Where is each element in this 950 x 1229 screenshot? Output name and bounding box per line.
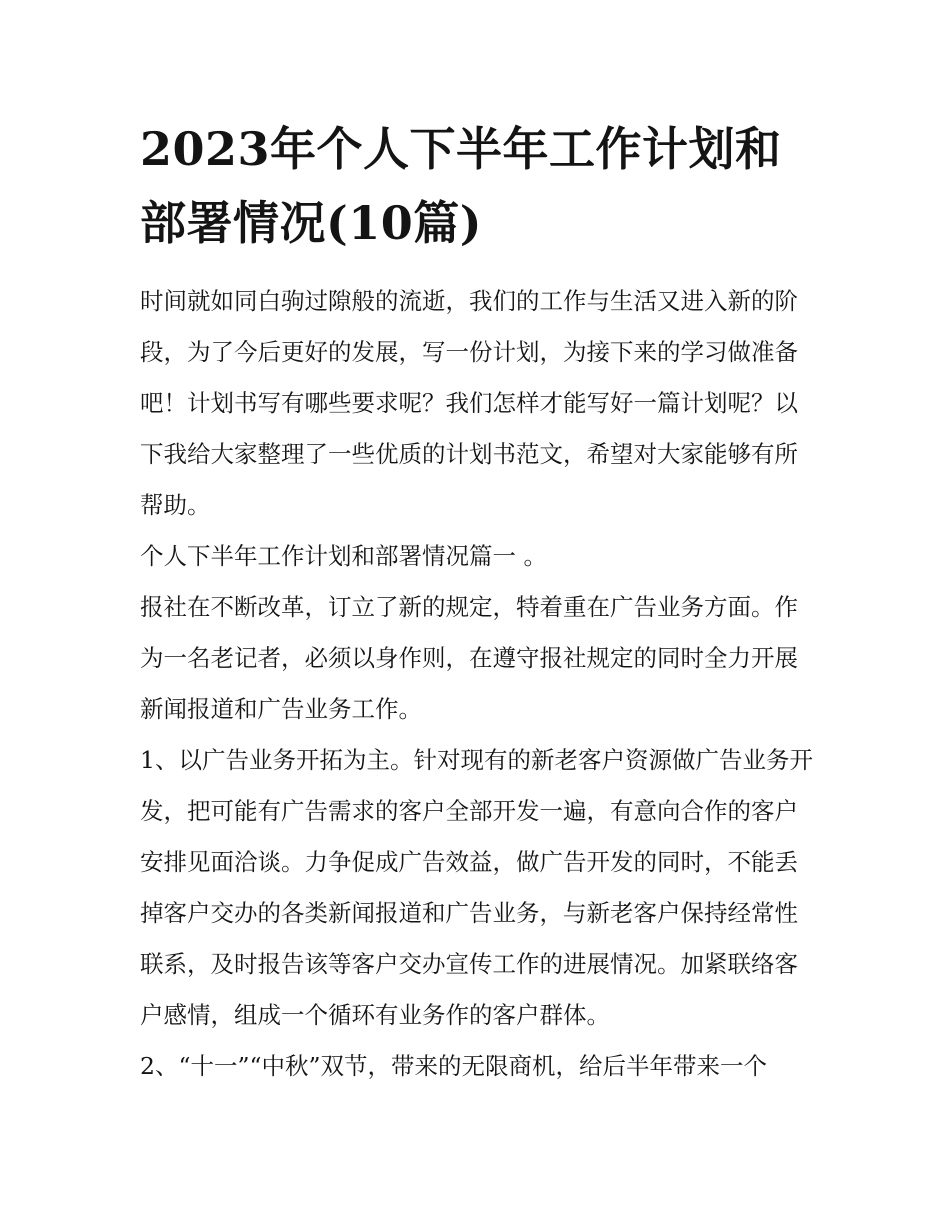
intro-paragraph: 时间就如同白驹过隙般的流逝，我们的工作与生活又进入新的阶段，为了今后更好的发展，写一份计划，为接下来的学习做准备吧！计划书写有哪些要求呢？我们怎样才能写好一篇计划呢？以下我给大家整理了一些优质的计划书范文，希望对大家能够有所帮助。	[140, 287, 798, 519]
document-page	[140, 112, 820, 1092]
body-paragraph: 报社在不断改革，订立了新的规定，特着重在广告业务方面。作为一名老记者，必须以身作则，在遵守报社规定的同时全力开展新闻报道和广告业务工作。	[140, 593, 798, 723]
list-item-2: 2、“十一”“中秋”双节，带来的无限商机，给后半年带来一个	[140, 1052, 768, 1080]
document-title: 2023年个人下半年工作计划和部署情况(10篇)	[140, 122, 782, 250]
section-heading: 个人下半年工作计划和部署情况篇一 。	[140, 542, 547, 570]
list-item-1: 1、以广告业务开拓为主。针对现有的新老客户资源做广告业务开发，把可能有广告需求的客户全部开发一遍，有意向合作的客户安排见面洽谈。力争促成广告效益，做广告开发的同时，不能丢掉客户交办的各类新闻报道和广告业务，与新老客户保持经常性联系，及时报告该等客户交办宣传工作的进展情况。加紧联络客户感情，组成一个循环有业务作的客户群体。	[140, 746, 813, 1029]
